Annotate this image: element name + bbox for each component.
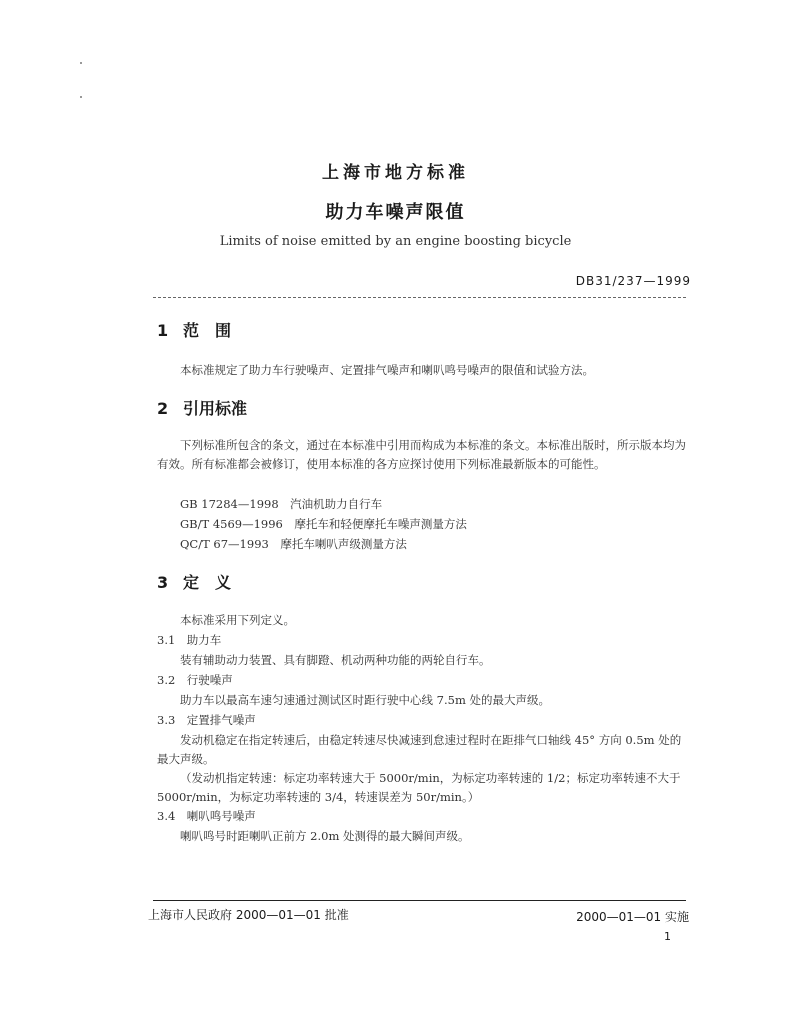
definition-3-2-label: 3.2 行驶噪声 [157,673,233,687]
effective-date: 2000—01—01 实施 [576,910,689,924]
section-title: 定 义 [183,573,232,592]
definition-3-3-text: 发动机稳定在指定转速后，由稳定转速尽快减速到怠速过程时在距排气口轴线 45° 方向 0.5m 处的最大声级。 [157,733,682,766]
definition-3-1-text: 装有辅助动力装置、具有脚蹬、机动两种功能的两轮自行车。 [180,653,491,667]
section-number: 1 [157,321,169,340]
section-2-text: 下列标准所包含的条文，通过在本标准中引用而构成为本标准的条文。本标准出版时，所示版本均为有效。所有标准都会被修订，使用本标准的各方应探讨使用下列标准最新版本的可能性。 [157,438,686,471]
header-divider [153,297,686,298]
definition-3-3-note: （发动机指定转速：标定功率转速大于 5000r/min，为标定功率转速的 1/2；标定功率转速不大于 5000r/min，为标定功率转速的 3/4，转速误差为 50r/min。） [157,771,681,804]
document-title-en: Limits of noise emitted by an engine boosting bicycle [219,234,572,249]
footer-divider [153,900,686,901]
reference-item: QC/T 67—1993 摩托车喇叭声级测量方法 [180,537,407,551]
definition-3-1-label: 3.1 助力车 [157,633,222,647]
section-number: 2 [157,399,169,418]
section-3-heading [157,570,231,593]
section-title: 引用标准 [183,399,248,418]
section-title: 范 围 [183,321,232,340]
reference-item: GB 17284—1998 汽油机助力自行车 [180,497,383,511]
section-3-intro: 本标准采用下列定义。 [180,613,295,627]
definition-3-3-label: 3.3 定置排气噪声 [157,713,256,727]
standard-number: DB31/237—1999 [575,274,691,288]
document-title-cn: 助力车噪声限值 [325,202,466,223]
section-2-heading [157,396,247,419]
definition-3-4-text: 喇叭鸣号时距喇叭正前方 2.0m 处测得的最大瞬间声级。 [180,829,470,843]
section-number: 3 [157,573,169,592]
definition-3-2-text: 助力车以最高车速匀速通过测试区时距行驶中心线 7.5m 处的最大声级。 [180,693,551,707]
reference-item: GB/T 4569—1996 摩托车和轻便摩托车噪声测量方法 [180,517,467,531]
section-1-heading [157,318,231,341]
page-number: 1 [664,930,671,943]
section-1-text: 本标准规定了助力车行驶噪声、定置排气噪声和喇叭鸣号噪声的限值和试验方法。 [180,363,594,377]
scan-speck [80,62,82,64]
approval-info: 上海市人民政府 2000—01—01 批准 [148,908,349,922]
scan-speck [80,96,82,98]
definition-3-4-label: 3.4 喇叭鸣号噪声 [157,809,256,823]
standard-type-heading: 上海市地方标准 [322,163,469,183]
